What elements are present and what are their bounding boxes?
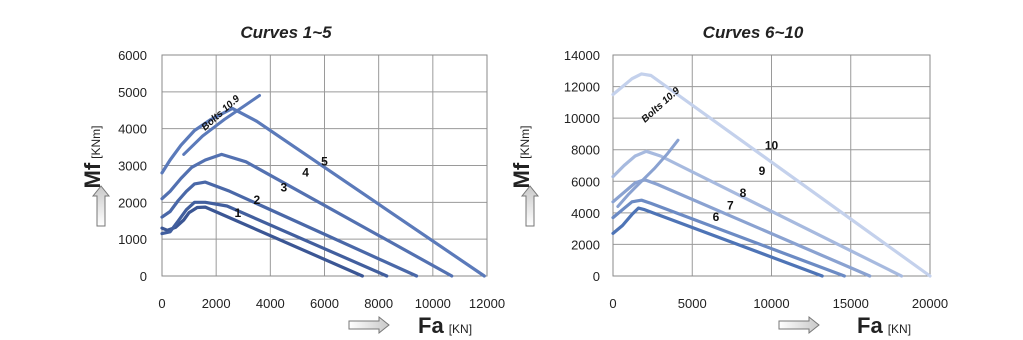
bolts-annotation: Bolts 10.9 [199,93,243,134]
curve-number-label: 2 [253,193,261,208]
x-tick-label: 5000 [677,296,707,311]
y-axis-label: Mf[KNm] [80,125,105,189]
x-tick-label: 20000 [911,296,949,311]
y-tick-label: 4000 [571,205,600,221]
chart-panel-2 [509,23,948,338]
y-axis-arrow-icon [93,186,109,226]
y-tick-label: 1000 [118,232,147,248]
y-tick-label: 12000 [563,79,600,95]
x-tick-label: 4000 [255,296,285,311]
y-tick-label: 6000 [118,48,147,63]
chart-panel-1 [80,23,505,338]
y-tick-label: 3000 [118,158,147,174]
curve-number-label: 4 [302,165,309,180]
chart-title: Curves 6~10 [702,23,804,42]
x-axis-label: Fa [KN] [418,313,473,338]
x-axis-arrow-icon [779,317,819,333]
y-tick-label: 2000 [571,237,600,253]
y-tick-label: 2000 [118,195,147,211]
y-tick-label: 6000 [571,174,600,190]
x-tick-label: 15000 [832,296,869,311]
y-tick-label: 8000 [571,142,600,158]
x-axis-label: Fa [KN] [857,313,912,338]
y-axis-label: Mf[KNm] [509,125,534,189]
x-tick-label: 0 [609,296,617,311]
curve-number-label: 8 [739,186,747,201]
y-tick-label: 10000 [563,111,600,127]
x-axis-arrow-icon [349,317,389,333]
y-tick-label: 0 [139,269,147,284]
x-tick-label: 2000 [201,296,231,311]
curve-number-label: 5 [321,154,328,169]
x-tick-label: 6000 [310,296,339,311]
curve-number-label: 1 [234,206,242,221]
y-axis-arrow-icon [522,186,538,226]
x-tick-label: 12000 [468,296,506,311]
curve-number-label: 9 [758,163,766,178]
curve-number-label: 7 [726,198,734,213]
x-tick-label: 10000 [414,296,451,311]
y-tick-label: 5000 [118,84,147,100]
y-tick-label: 4000 [118,121,147,137]
x-tick-label: 0 [158,296,166,311]
y-tick-label: 14000 [563,48,600,63]
bolts-annotation: Bolts 10.9 [639,85,683,126]
y-tick-label: 0 [592,269,600,284]
curve-number-label: 10 [764,138,779,153]
curve-number-label: 3 [280,180,288,195]
x-tick-label: 10000 [753,296,790,311]
chart-title: Curves 1~5 [240,23,332,42]
curve-number-label: 6 [712,209,720,224]
x-tick-label: 8000 [364,296,394,311]
